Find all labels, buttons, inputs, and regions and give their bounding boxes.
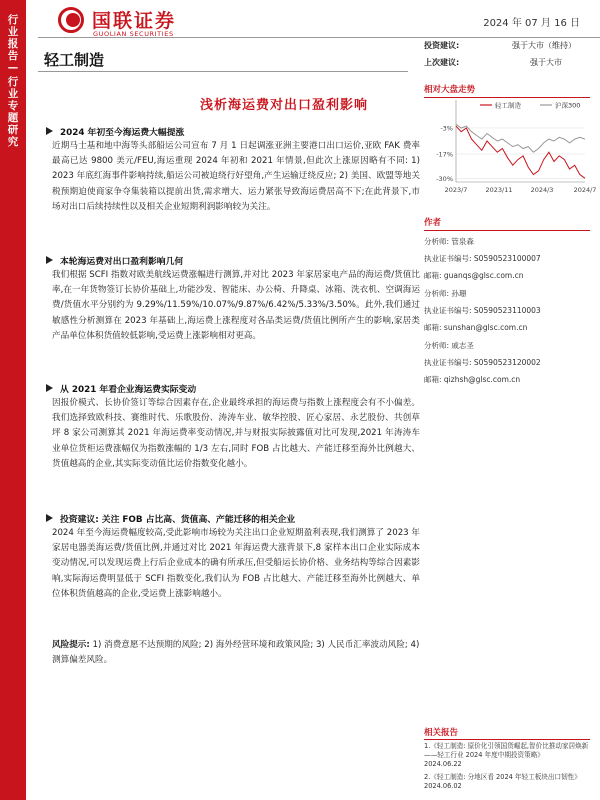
related-heading-rule [424, 739, 590, 740]
author-email[interactable]: 邮箱: sunshan@glsc.com.cn [424, 323, 528, 332]
y-tick-label: -30% [436, 174, 453, 183]
author-analyst: 分析师: 管泉森 [424, 237, 474, 246]
sidebar-report-subtype: 行业专题研究 [7, 76, 19, 148]
section-heading: 投资建议: 关注 FOB 占比高、货值高、产能迁移的相关企业 [60, 515, 296, 525]
logo-name: 国联证券 [92, 10, 177, 32]
x-tick-label: 2024/3 [530, 186, 554, 194]
related-heading: 相关报告 [424, 728, 459, 738]
y-tick-label: -17% [436, 150, 453, 159]
related-report-title: 2.《轻工制造: 分地区看 2024 年轻工板块出口韧性》 [424, 773, 581, 781]
author-cert: 执业证书编号: S0590523100007 [424, 254, 541, 263]
sidebar-separator: — [7, 62, 19, 74]
author-block [424, 236, 541, 281]
relative-performance-chart [420, 98, 597, 198]
author-analyst: 分析师: 戚志圣 [424, 341, 474, 350]
logo-icon-core [66, 13, 80, 27]
header-divider [38, 37, 600, 38]
report-date: 2024 年 07 月 16 日 [483, 18, 580, 29]
industry-divider [38, 71, 408, 72]
related-report-title: 1.《轻工制造: 原价化引领国货崛起,智价比推动家居焕新——轻工行业 2024 年度中期投资策略》 [424, 742, 589, 759]
x-tick-label: 2024/7 [573, 186, 597, 194]
author-analyst: 分析师: 孙珊 [424, 289, 467, 298]
authors-heading: 作者 [424, 218, 442, 228]
related-report-item[interactable] [424, 742, 594, 769]
section-heading: 2024 年初至今海运费大幅提涨 [60, 128, 185, 138]
author-email[interactable]: 邮箱: qizhsh@glsc.com.cn [424, 375, 521, 384]
related-report-item[interactable] [424, 773, 594, 791]
bullet-triangle-icon [46, 256, 53, 264]
x-tick-label: 2023/7 [444, 186, 468, 194]
author-cert: 执业证书编号: S0590523110003 [424, 306, 541, 315]
legend-label: 轻工制造 [495, 101, 521, 110]
prev-rating-value: 强于大市 [530, 58, 562, 67]
section-body: 2024 年至今海运费幅度较高,受此影响市场较为关注出口企业短期盈利表现,我们测算了 2023 年家居电器美海运费/货值比例,并通过对比 2021 年海运费大涨背景下,8 家样本出口企业实际成本变动情况,可以发现运费上行后企业成本的确有所承压,但受船运长协价格、业务结构等综合因素影响,实际海运费明显低于 SCFI 指数变化,我们认为 FOB 占比越大、产能迁移至海外比例越大、单位体积货值越高的企业,受运费上涨影响越小。 [52, 528, 420, 599]
invest-rating-label: 投资建议: [424, 41, 460, 50]
report-title: 浅析海运费对出口盈利影响 [200, 98, 369, 113]
x-tick-label: 2023/11 [485, 186, 513, 194]
legend-label: 沪深300 [555, 101, 581, 110]
bullet-triangle-icon [46, 127, 53, 135]
logo-english-name: GUOLIAN SECURITIES [93, 30, 174, 38]
author-block [424, 288, 541, 333]
related-report-date: 2024.06.02 [424, 782, 462, 790]
section-body: 我们根据 SCFI 指数对欧美航线运费涨幅进行测算,并对比 2023 年家居家电产品的海运费/货值比率,在一年货物签订长协价基础上,功能沙发、智能床、办公椅、升降桌、冰箱、洗衣机、空调海运费/货值水平分别约为 9.29%/11.59%/10.07%/9.87%/6.42%/5.33%/3.50%。此外,我们通过敏感性分析测算在 2023 年基础上,海运费上涨程度对各品类运费/货值比例所产生的影响,家居类产品单位体积货值较低影响,受运费上涨影响相对更高。 [52, 270, 420, 341]
section-body: 近期马士基和地中海等头部船运公司宣布 7 月 1 日起调涨亚洲主要港口出口运价,亚欧 FAK 费率最高已达 9800 美元/FEU,海运重现 2024 年初和 2021 年情景,但此次上涨原因略有不同: 1) 2023 年底红海事件影响持续,船运公司被迫绕行好望角,产生运输迂绕反应; 2) 美国、欧盟等地关税预期迫使商家争夺集装箱以提前出货,需求增大、运力紧张导致海运费居高不下;在此背景下,市场对出口后续持续性以及相关企业短期利润影响较为关注。 [52, 141, 420, 212]
authors-heading-rule [424, 230, 590, 231]
author-email[interactable]: 邮箱: guanqs@glsc.com.cn [424, 271, 524, 280]
industry-name: 轻工制造 [44, 51, 105, 69]
series-line-index [456, 124, 585, 152]
chart-heading: 相对大盘走势 [424, 85, 476, 95]
bullet-triangle-icon [46, 384, 53, 392]
prev-rating-label: 上次建议: [424, 58, 460, 67]
author-cert: 执业证书编号: S0590523120002 [424, 358, 541, 367]
related-report-date: 2024.06.22 [424, 760, 462, 768]
section-body: 因报价模式、长协价签订等综合因素存在,企业最终承担的海运费与指数上涨程度会有不小偏差。我们选择致欧科技、赛维时代、乐歌股份、涛涛车业、敏华控股、匠心家居、永艺股份、共创草坪 8 家公司测算其 2021 年海运费率变动情况,并与财报实际披露值对比可发现,2021 年涛涛车业单位货柜运费涨幅仅为指数涨幅的 1/3 左右,同时 FOB 占比越大、产能迁移至海外比例越大、货值越高的企业,其实际变动值比运价指数变化越小。 [52, 398, 420, 469]
section-heading: 本轮海运费对出口盈利影响几何 [60, 257, 184, 267]
y-tick-label: -3% [440, 124, 453, 133]
risk-body: 1) 消费意愿不达预期的风险; 2) 海外经营环境和政策风险; 3) 人民币汇率波动风险; 4) 测算偏差风险。 [52, 640, 420, 666]
author-block [424, 340, 541, 385]
risk-label: 风险提示: [52, 640, 90, 650]
bullet-triangle-icon [46, 514, 53, 522]
invest-rating-value: 强于大市（维持） [512, 41, 576, 50]
risk-notice [52, 638, 420, 668]
sidebar-report-type: 行业报告 [7, 14, 19, 62]
section-heading: 从 2021 年看企业海运费实际变动 [60, 385, 197, 395]
